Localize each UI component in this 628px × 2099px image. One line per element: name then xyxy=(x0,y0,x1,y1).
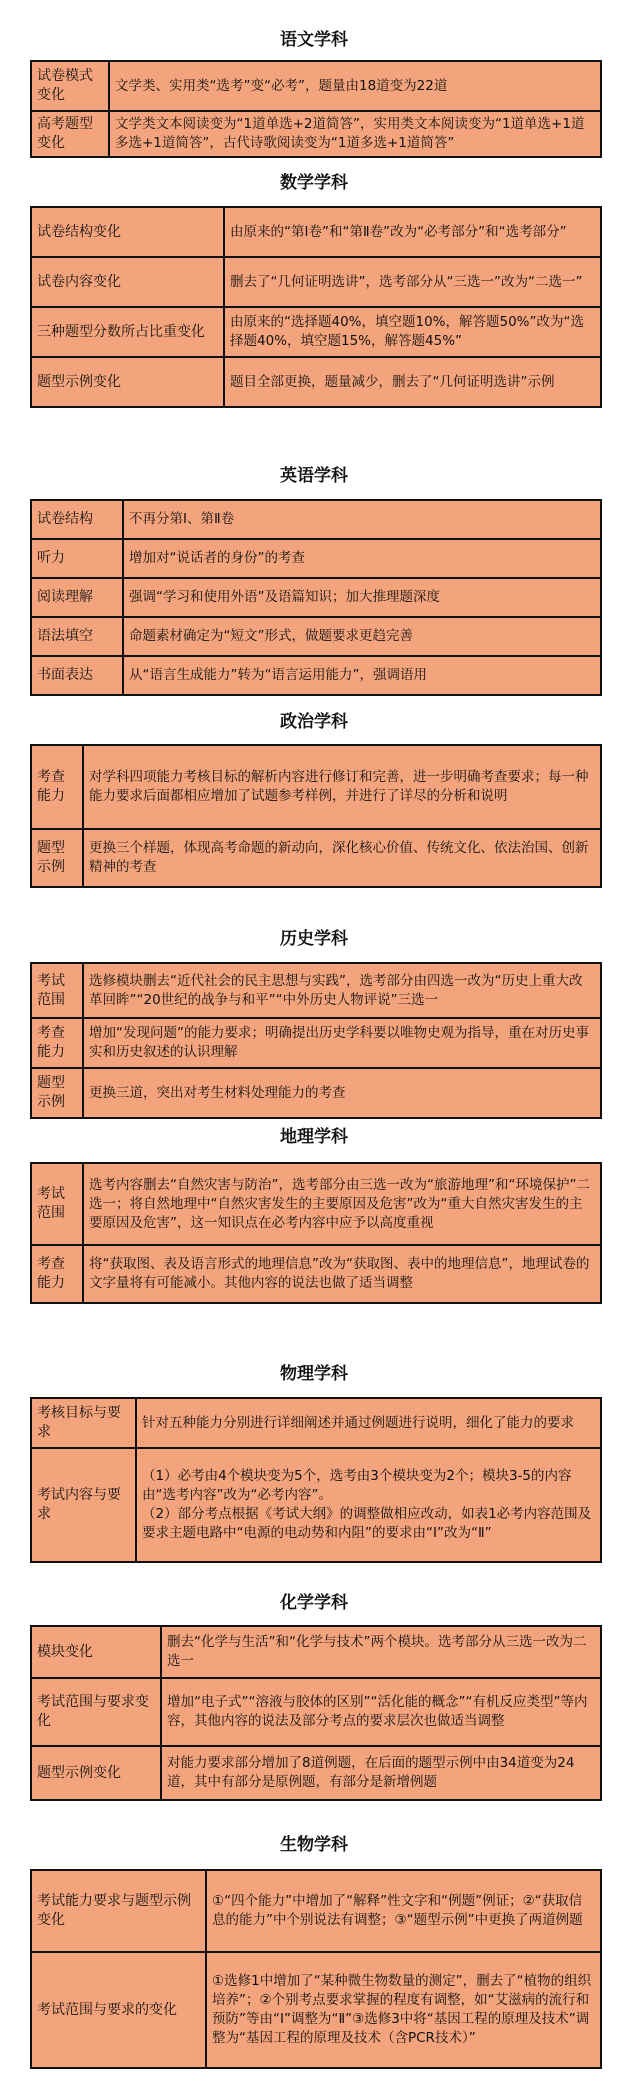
table-row xyxy=(31,1626,601,1678)
table-row xyxy=(31,1952,601,2068)
section-title-biology: 生物学科 xyxy=(280,1835,348,1855)
row-key: 题型示例 xyxy=(31,829,83,887)
table-politics xyxy=(30,744,602,888)
row-key: 考试范围与要求变化 xyxy=(31,1678,161,1746)
row-key: 考试范围 xyxy=(31,963,83,1018)
table-row xyxy=(31,539,601,578)
table-row xyxy=(31,1398,601,1448)
table-row xyxy=(31,357,601,407)
table-row xyxy=(31,61,601,111)
row-value: ①选修1中增加了“某种微生物数量的测定”，删去了“植物的组织培养”；②个别考点要求掌握的程度有调整，如“艾滋病的流行和预防”等由“Ⅰ”调整为“Ⅱ”③选修3中将“基因工程的原理及技术”调整为“基因工程的原理及技术（含PCR技术）” xyxy=(206,1952,601,2068)
row-value: 更换三个样题，体现高考命题的新动向，深化核心价值、传统文化、依法治国、创新精神的考查 xyxy=(83,829,601,887)
row-key: 语法填空 xyxy=(31,617,123,656)
table-row xyxy=(31,1870,601,1952)
row-key: 模块变化 xyxy=(31,1626,161,1678)
row-value: 将“获取图、表及语言形式的地理信息”改为“获取图、表中的地理信息”，地理试卷的文字量将有可能减小。其他内容的说法也做了适当调整 xyxy=(83,1245,601,1303)
row-value: 更换三道，突出对考生材料处理能力的考查 xyxy=(83,1068,601,1118)
row-value: 增加“发现问题”的能力要求；明确提出历史学科要以唯物史观为指导，重在对历史事实和历史叙述的认识理解 xyxy=(83,1018,601,1068)
table-row xyxy=(31,111,601,157)
table-row xyxy=(31,829,601,887)
row-value: 对学科四项能力考核目标的解析内容进行修订和完善，进一步明确考查要求；每一种能力要求后面都相应增加了试题参考样例，并进行了详尽的分析和说明 xyxy=(83,745,601,829)
row-key: 考试范围 xyxy=(31,1163,83,1245)
table-geography xyxy=(30,1162,602,1304)
row-value: 强调“学习和使用外语”及语篇知识；加大推理题深度 xyxy=(123,578,601,617)
row-key: 题型示例变化 xyxy=(31,357,224,407)
row-key: 阅读理解 xyxy=(31,578,123,617)
table-row xyxy=(31,745,601,829)
row-key: 考试范围与要求的变化 xyxy=(31,1952,206,2068)
row-value: 增加“电子式”“溶液与胶体的区别”“活化能的概念”“有机反应类型”等内容，其他内容的说法及部分考点的要求层次也做适当调整 xyxy=(161,1678,601,1746)
row-key: 考试能力要求与题型示例变化 xyxy=(31,1870,206,1952)
section-title-chemistry: 化学学科 xyxy=(280,1593,348,1613)
row-value: 由原来的“第Ⅰ卷”和“第Ⅱ卷”改为“必考部分”和“选考部分” xyxy=(224,207,601,257)
row-key: 高考题型变化 xyxy=(31,111,109,157)
row-key: 考查能力 xyxy=(31,745,83,829)
row-value: 文学类文本阅读变为“1道单选+2道简答”，实用类文本阅读变为“1道单选+1道多选+1道简答”，古代诗歌阅读变为“1道多选+1道简答” xyxy=(109,111,601,157)
section-title-history: 历史学科 xyxy=(280,929,348,949)
row-key: 试卷内容变化 xyxy=(31,257,224,307)
row-value: 文学类、实用类“选考”变“必考”，题量由18道变为22道 xyxy=(109,61,601,111)
row-key: 考查能力 xyxy=(31,1245,83,1303)
section-title-politics: 政治学科 xyxy=(280,712,348,732)
row-value: 不再分第Ⅰ、第Ⅱ卷 xyxy=(123,500,601,539)
table-biology xyxy=(30,1869,602,2069)
row-key: 试卷结构变化 xyxy=(31,207,224,257)
table-math xyxy=(30,206,602,408)
table-english xyxy=(30,499,602,696)
row-key: 听力 xyxy=(31,539,123,578)
row-value: 命题素材确定为“短文”形式，做题要求更趋完善 xyxy=(123,617,601,656)
table-row xyxy=(31,656,601,695)
row-key: 题型示例变化 xyxy=(31,1746,161,1800)
row-key: 书面表达 xyxy=(31,656,123,695)
table-chinese xyxy=(30,60,602,158)
section-title-english: 英语学科 xyxy=(280,466,348,486)
row-key: 试卷结构 xyxy=(31,500,123,539)
row-key: 考试内容与要求 xyxy=(31,1448,136,1562)
table-chemistry xyxy=(30,1625,602,1801)
row-value: ①“四个能力”中增加了“解释”性文字和“例题”例证；②“获取信息的能力”中个别说法有调整；③“题型示例”中更换了两道例题 xyxy=(206,1870,601,1952)
table-row xyxy=(31,1068,601,1118)
row-value: 对能力要求部分增加了8道例题，在后面的题型示例中由34道变为24道，其中有部分是原例题，有部分是新增例题 xyxy=(161,1746,601,1800)
row-key: 三种题型分数所占比重变化 xyxy=(31,307,224,357)
row-key: 考查能力 xyxy=(31,1018,83,1068)
row-value: 题目全部更换，题量减少，删去了“几何证明选讲”示例 xyxy=(224,357,601,407)
section-title-physics: 物理学科 xyxy=(280,1364,348,1384)
table-row xyxy=(31,207,601,257)
table-row xyxy=(31,963,601,1018)
row-value: 从“语言生成能力”转为“语言运用能力”，强调语用 xyxy=(123,656,601,695)
table-row xyxy=(31,1678,601,1746)
table-row xyxy=(31,500,601,539)
row-value: （1）必考由4个模块变为5个，选考由3个模块变为2个；模块3-5的内容由“选考内容”改为“必考内容”。 （2）部分考点根据《考试大纲》的调整做相应改动，如表1必考内容范围及要求主题电路中“电源的电动势和内阻”的要求由“Ⅰ”改为“Ⅱ” xyxy=(136,1448,601,1562)
table-row xyxy=(31,307,601,357)
row-key: 试卷模式变化 xyxy=(31,61,109,111)
table-row xyxy=(31,1746,601,1800)
table-history xyxy=(30,962,602,1119)
table-physics xyxy=(30,1397,602,1563)
row-value: 由原来的“选择题40%，填空题10%，解答题50%”改为“选择题40%，填空题15%，解答题45%” xyxy=(224,307,601,357)
table-row xyxy=(31,257,601,307)
row-value: 增加对“说话者的身份”的考查 xyxy=(123,539,601,578)
row-key: 题型示例 xyxy=(31,1068,83,1118)
section-title-geography: 地理学科 xyxy=(280,1127,348,1147)
row-value: 针对五种能力分别进行详细阐述并通过例题进行说明，细化了能力的要求 xyxy=(136,1398,601,1448)
row-value: 删去了“几何证明选讲”，选考部分从“三选一”改为“二选一” xyxy=(224,257,601,307)
row-value: 选修模块删去“近代社会的民主思想与实践”，选考部分由四选一改为“历史上重大改革回眸”“20世纪的战争与和平”“中外历史人物评说”三选一 xyxy=(83,963,601,1018)
table-row xyxy=(31,1448,601,1562)
row-value: 删去“化学与生活”和“化学与技术”两个模块。选考部分从三选一改为二选一 xyxy=(161,1626,601,1678)
table-row xyxy=(31,1245,601,1303)
table-row xyxy=(31,578,601,617)
row-value: 选考内容删去“自然灾害与防治”，选考部分由三选一改为“旅游地理”和“环境保护”二选一；将自然地理中“自然灾害发生的主要原因及危害”改为“重大自然灾害发生的主要原因及危害”，这一知识点在必考内容中应予以高度重视 xyxy=(83,1163,601,1245)
row-key: 考核目标与要求 xyxy=(31,1398,136,1448)
section-title-math: 数学学科 xyxy=(280,173,348,193)
table-row xyxy=(31,1018,601,1068)
table-row xyxy=(31,1163,601,1245)
table-row xyxy=(31,617,601,656)
section-title-chinese: 语文学科 xyxy=(280,30,348,50)
